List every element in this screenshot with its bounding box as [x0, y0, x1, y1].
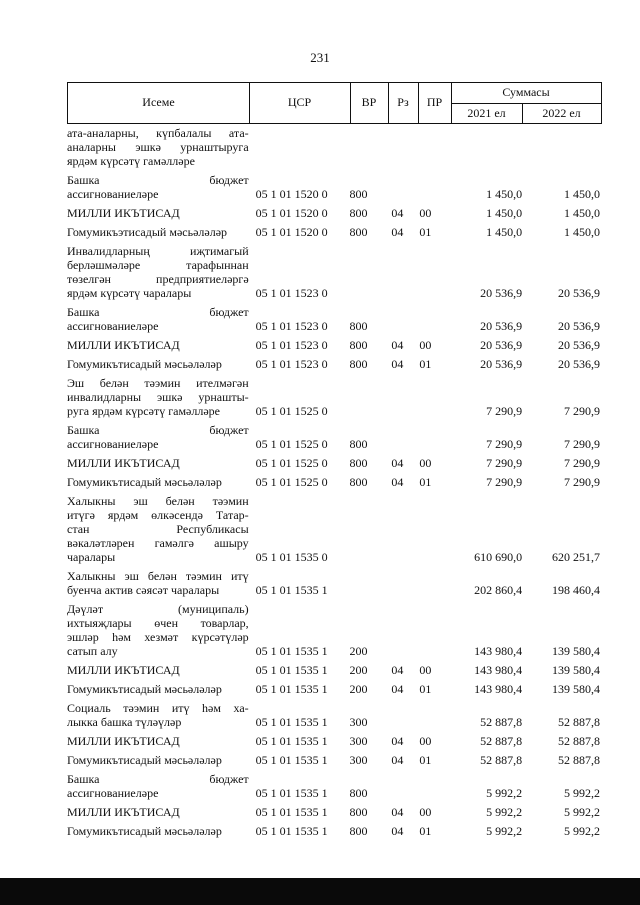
- row-csr: 05 1 01 1535 0: [255, 550, 328, 564]
- row-vr: 800: [349, 357, 368, 371]
- row-sum-2021: 202 860,4: [474, 583, 523, 597]
- row-sum-2022: 5 992,2: [564, 824, 600, 838]
- row-vr: 300: [349, 715, 368, 729]
- row-name: Эш белән тәэмин ителмәгән инвалидларны эшкә урнашты- руга ярдәм күрсәтү гамәлләре: [67, 376, 249, 418]
- table-body: [67, 126, 600, 843]
- row-sum-2021: 7 290,9: [486, 475, 523, 489]
- row-sum-2022: 139 580,4: [552, 644, 600, 658]
- table-header: [67, 82, 602, 124]
- row-rz: 04: [391, 357, 404, 371]
- row-sum-2022: 1 450,0: [564, 206, 600, 220]
- row-name: Халыкны эш белән тәэмин итүгә ярдәм өлкәсендә Татар- стан Республикасы вәкаләтләрен гамәлгә ашыру чаралары: [67, 494, 249, 564]
- row-name: Башка бюджет ассигнованиеләре: [67, 173, 249, 201]
- row-vr: 800: [349, 225, 368, 239]
- table-row: [67, 734, 600, 753]
- row-rz: 04: [391, 475, 404, 489]
- row-pr: 01: [419, 682, 432, 696]
- row-sum-2021: 20 536,9: [480, 338, 523, 352]
- header-name: Исеме: [142, 95, 175, 109]
- row-csr: 05 1 01 1535 1: [255, 753, 328, 767]
- row-csr: 05 1 01 1525 0: [255, 404, 328, 418]
- row-sum-2021: 143 980,4: [474, 682, 523, 696]
- row-csr: 05 1 01 1525 0: [255, 437, 328, 451]
- row-sum-2022: 52 887,8: [558, 753, 600, 767]
- table-row: [67, 338, 600, 357]
- row-sum-2022: 20 536,9: [558, 338, 600, 352]
- row-sum-2021: 7 290,9: [486, 404, 523, 418]
- row-vr: 800: [349, 475, 368, 489]
- table-row: [67, 569, 600, 602]
- row-name: ата-аналарны, күпбалалы ата- аналарны эшкә урнаштыруга ярдәм күрсәтү гамәлләре: [67, 126, 249, 168]
- row-pr: 01: [419, 824, 432, 838]
- row-pr: 01: [419, 475, 432, 489]
- row-vr: 800: [349, 824, 368, 838]
- row-sum-2021: 20 536,9: [480, 319, 523, 333]
- row-sum-2021: 52 887,8: [480, 734, 523, 748]
- row-vr: 800: [349, 456, 368, 470]
- row-vr: 800: [349, 206, 368, 220]
- row-name: Дәүләт (муниципаль) ихтыяҗлары өчен товарлар, эшләр һәм хезмәт күрсәтүләр сатып алу: [67, 602, 249, 658]
- row-rz: 04: [391, 225, 404, 239]
- row-csr: 05 1 01 1535 1: [255, 682, 328, 696]
- row-rz: 04: [391, 805, 404, 819]
- row-sum-2022: 20 536,9: [558, 357, 600, 371]
- table-row: [67, 423, 600, 456]
- table-row: [67, 456, 600, 475]
- header-year-2021: 2021 ел: [467, 106, 506, 120]
- row-rz: 04: [391, 663, 404, 677]
- row-sum-2021: 5 992,2: [486, 805, 523, 819]
- table-row: [67, 805, 600, 824]
- table-row: [67, 376, 600, 423]
- table-row: [67, 126, 600, 173]
- row-sum-2021: 5 992,2: [486, 824, 523, 838]
- row-name: Гомумикътисадый мәсьәләләр: [67, 824, 222, 838]
- row-csr: 05 1 01 1535 1: [255, 715, 328, 729]
- page-number: 231: [310, 50, 330, 65]
- row-vr: 200: [349, 682, 368, 696]
- table-row: [67, 494, 600, 569]
- row-name: Гомумикътисадый мәсьәләләр: [67, 682, 222, 696]
- row-rz: 04: [391, 206, 404, 220]
- row-csr: 05 1 01 1520 0: [255, 225, 328, 239]
- row-sum-2021: 7 290,9: [486, 456, 523, 470]
- row-name: МИЛЛИ ИКЪТИСАД: [67, 338, 180, 352]
- header-vr: ВР: [361, 95, 377, 109]
- row-pr: 00: [419, 805, 432, 819]
- row-sum-2022: 620 251,7: [552, 550, 600, 564]
- table-row: [67, 206, 600, 225]
- row-sum-2021: 143 980,4: [474, 663, 523, 677]
- row-sum-2022: 198 460,4: [552, 583, 600, 597]
- row-sum-2021: 52 887,8: [480, 753, 523, 767]
- table-row: [67, 602, 600, 663]
- row-name: Башка бюджет ассигнованиеләре: [67, 305, 249, 333]
- row-rz: 04: [391, 338, 404, 352]
- row-sum-2022: 20 536,9: [558, 286, 600, 300]
- table-row: [67, 225, 600, 244]
- table-row: [67, 357, 600, 376]
- row-sum-2021: 1 450,0: [486, 187, 523, 201]
- row-vr: 800: [349, 319, 368, 333]
- table-row: [67, 475, 600, 494]
- row-vr: 800: [349, 338, 368, 352]
- table-row: [67, 682, 600, 701]
- header-pr: ПР: [426, 95, 443, 109]
- row-vr: 300: [349, 753, 368, 767]
- row-sum-2022: 5 992,2: [564, 786, 600, 800]
- row-sum-2021: 1 450,0: [486, 225, 523, 239]
- table-row: [67, 701, 600, 734]
- row-sum-2021: 1 450,0: [486, 206, 523, 220]
- row-csr: 05 1 01 1535 1: [255, 583, 328, 597]
- row-name: Инвалидларның иҗтимагый берләшмәләре тарафыннан төзелгән предприятиеләргә ярдәм күрсәтү чаралары: [67, 244, 249, 300]
- row-vr: 800: [349, 187, 368, 201]
- row-pr: 01: [419, 225, 432, 239]
- row-name: Гомумикътисадый мәсьәләләр: [67, 753, 222, 767]
- header-rz: Рз: [397, 95, 409, 109]
- row-csr: 05 1 01 1523 0: [255, 319, 328, 333]
- row-sum-2022: 5 992,2: [564, 805, 600, 819]
- row-pr: 00: [419, 338, 432, 352]
- row-name: Социаль тәэмин итү һәм ха- лыкка башка түләүләр: [67, 701, 249, 729]
- row-pr: 01: [419, 357, 432, 371]
- row-pr: 00: [419, 456, 432, 470]
- row-csr: 05 1 01 1535 1: [255, 786, 328, 800]
- row-pr: 00: [419, 206, 432, 220]
- row-sum-2022: 7 290,9: [564, 475, 600, 489]
- row-rz: 04: [391, 824, 404, 838]
- row-sum-2022: 1 450,0: [564, 225, 600, 239]
- table-row: [67, 772, 600, 805]
- row-csr: 05 1 01 1535 1: [255, 805, 328, 819]
- row-name: МИЛЛИ ИКЪТИСАД: [67, 663, 180, 677]
- row-sum-2022: 7 290,9: [564, 437, 600, 451]
- row-name: Гомумикътисадый мәсьәләләр: [67, 357, 222, 371]
- row-sum-2022: 20 536,9: [558, 319, 600, 333]
- row-pr: 01: [419, 753, 432, 767]
- row-rz: 04: [391, 682, 404, 696]
- row-vr: 800: [349, 437, 368, 451]
- table-row: [67, 753, 600, 772]
- scan-edge-bar: [0, 878, 640, 905]
- row-sum-2022: 52 887,8: [558, 715, 600, 729]
- row-csr: 05 1 01 1535 1: [255, 663, 328, 677]
- header-csr: ЦСР: [287, 95, 312, 109]
- row-sum-2021: 20 536,9: [480, 357, 523, 371]
- row-sum-2021: 143 980,4: [474, 644, 523, 658]
- row-name: МИЛЛИ ИКЪТИСАД: [67, 734, 180, 748]
- table-row: [67, 173, 600, 206]
- row-name: Башка бюджет ассигнованиеләре: [67, 772, 249, 800]
- header-year-2022: 2022 ел: [542, 106, 581, 120]
- row-sum-2021: 7 290,9: [486, 437, 523, 451]
- row-rz: 04: [391, 734, 404, 748]
- row-csr: 05 1 01 1535 1: [255, 734, 328, 748]
- row-csr: 05 1 01 1523 0: [255, 286, 328, 300]
- row-rz: 04: [391, 753, 404, 767]
- row-rz: 04: [391, 456, 404, 470]
- table-row: [67, 244, 600, 305]
- row-vr: 800: [349, 786, 368, 800]
- row-sum-2022: 52 887,8: [558, 734, 600, 748]
- row-name: МИЛЛИ ИКЪТИСАД: [67, 805, 180, 819]
- row-sum-2022: 139 580,4: [552, 682, 600, 696]
- row-vr: 800: [349, 805, 368, 819]
- row-pr: 00: [419, 734, 432, 748]
- row-name: МИЛЛИ ИКЪТИСАД: [67, 456, 180, 470]
- table-row: [67, 305, 600, 338]
- row-csr: 05 1 01 1520 0: [255, 187, 328, 201]
- row-vr: 200: [349, 663, 368, 677]
- row-csr: 05 1 01 1525 0: [255, 456, 328, 470]
- row-vr: 200: [349, 644, 368, 658]
- row-name: Халыкны эш белән тәэмин итү буенча актив сәясәт чаралары: [67, 569, 249, 597]
- row-sum-2022: 7 290,9: [564, 456, 600, 470]
- header-sums: Суммасы: [502, 85, 550, 99]
- row-name: Гомумикътисадый мәсьәләләр: [67, 475, 222, 489]
- row-csr: 05 1 01 1523 0: [255, 357, 328, 371]
- row-pr: 00: [419, 663, 432, 677]
- row-name: Гомумикъэтисадый мәсьәләләр: [67, 225, 228, 239]
- row-csr: 05 1 01 1535 1: [255, 824, 328, 838]
- row-sum-2021: 52 887,8: [480, 715, 523, 729]
- row-sum-2021: 20 536,9: [480, 286, 523, 300]
- row-sum-2022: 139 580,4: [552, 663, 600, 677]
- row-sum-2022: 7 290,9: [564, 404, 600, 418]
- row-csr: 05 1 01 1525 0: [255, 475, 328, 489]
- table-row: [67, 824, 600, 843]
- row-name: Башка бюджет ассигнованиеләре: [67, 423, 249, 451]
- row-sum-2021: 610 690,0: [474, 550, 523, 564]
- row-csr: 05 1 01 1520 0: [255, 206, 328, 220]
- row-sum-2021: 5 992,2: [486, 786, 523, 800]
- row-name: МИЛЛИ ИКЪТИСАД: [67, 206, 180, 220]
- row-csr: 05 1 01 1535 1: [255, 644, 328, 658]
- row-vr: 300: [349, 734, 368, 748]
- row-sum-2022: 1 450,0: [564, 187, 600, 201]
- table-row: [67, 663, 600, 682]
- row-csr: 05 1 01 1523 0: [255, 338, 328, 352]
